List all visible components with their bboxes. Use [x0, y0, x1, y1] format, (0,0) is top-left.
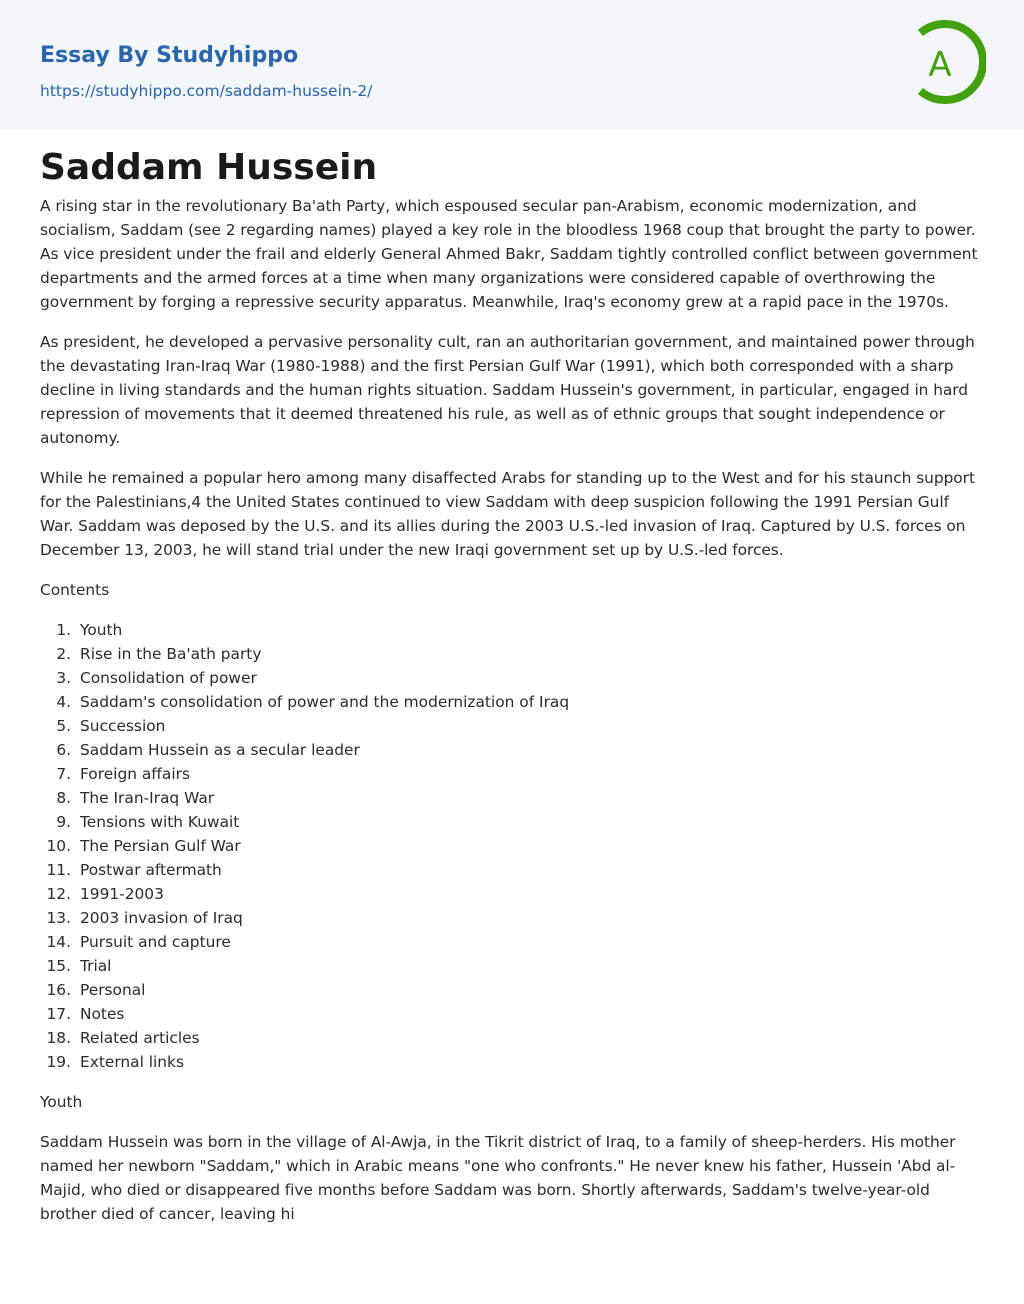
toc-item: 15. Trial [46, 957, 112, 975]
toc-item: 4. Saddam's consolidation of power and the modernization of Iraq [56, 693, 570, 711]
intro-paragraph-1: A rising star in the revolutionary Ba'ath Party, which espoused secular pan-Arabism, economic modernization, and socialism, Saddam (see 2 regarding names) played a key role in the bloodless 1968 coup that brought the party to power. As vice president under the frail and elderly General Ahmed Bakr, Saddam tightly controlled conflict between government departments and the armed forces at a time when many organizations were considered capable of overthrowing the government by forging a repressive security apparatus. Meanwhile, Iraq's economy grew at a rapid pace in the 1970s. [40, 197, 978, 311]
toc-item: 5. Succession [56, 717, 166, 735]
toc-item: 3. Consolidation of power [56, 669, 257, 687]
brand-title: Essay By Studyhippo [40, 43, 299, 68]
intro-paragraph-3: While he remained a popular hero among many disaffected Arabs for standing up to the West and for his staunch support for the Palestinians,4 the United States continued to view Saddam with deep suspicion following the 1991 Persian Gulf War. Saddam was deposed by the U.S. and its allies during the 2003 U.S.-led invasion of Iraq. Captured by U.S. forces on December 13, 2003, he will stand trial under the new Iraqi government set up by U.S.-led forces. [40, 469, 975, 559]
toc-item: 7. Foreign affairs [56, 765, 190, 783]
page-title: Saddam Hussein [40, 147, 378, 188]
source-url-link[interactable]: https://studyhippo.com/saddam-hussein-2/ [40, 82, 373, 100]
toc-item: 16. Personal [46, 981, 146, 999]
toc-item: 2. Rise in the Ba'ath party [56, 645, 262, 663]
toc-item: 9. Tensions with Kuwait [56, 813, 240, 831]
svg-text:A: A [928, 45, 952, 85]
youth-paragraph: Saddam Hussein was born in the village of Al-Awja, in the Tikrit district of Iraq, to a family of sheep-herders. His mother named her newborn "Saddam," which in Arabic means "one who confronts." He never knew his father, Hussein 'Abd al-Majid, who died or disappeared five months before Saddam was born. Shortly afterwards, Saddam's twelve-year-old brother died of cancer, leaving hi [40, 1133, 956, 1223]
toc-item: 10. The Persian Gulf War [46, 837, 241, 855]
toc-item: 14. Pursuit and capture [46, 933, 231, 951]
toc-item: 6. Saddam Hussein as a secular leader [56, 741, 360, 759]
toc-item: 17. Notes [46, 1005, 125, 1023]
toc-item: 12. 1991-2003 [46, 885, 164, 903]
toc-item: 1. Youth [56, 621, 123, 639]
toc-item: 19. External links [46, 1053, 184, 1071]
toc-item: 11. Postwar aftermath [46, 861, 222, 879]
section-heading-youth: Youth [40, 1093, 83, 1111]
table-of-contents [40, 618, 984, 1074]
intro-paragraph-2: As president, he developed a pervasive personality cult, ran an authoritarian government, and maintained power through the devastating Iran-Iraq War (1980-1988) and the first Persian Gulf War (1991), which both corresponded with a sharp decline in living standards and the human rights situation. Saddam Hussein's government, in particular, engaged in hard repression of movements that it deemed threatened his rule, as well as of ethnic groups that sought independence or autonomy. [40, 333, 975, 447]
toc-item: 8. The Iran-Iraq War [56, 789, 215, 807]
toc-item: 18. Related articles [46, 1029, 200, 1047]
toc-item: 13. 2003 invasion of Iraq [46, 909, 243, 927]
contents-label: Contents [40, 581, 110, 599]
